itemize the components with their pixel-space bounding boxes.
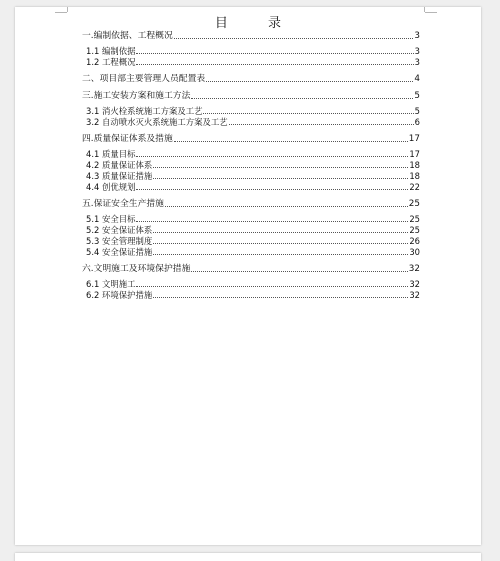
toc-dot-leader (153, 297, 408, 298)
toc-page-number: 4 (414, 74, 420, 84)
toc-entry-label: 五.保证安全生产措施 (82, 199, 164, 209)
toc-dot-leader (136, 221, 408, 222)
toc-page-number: 32 (408, 264, 420, 274)
toc-subsection-entry[interactable] (82, 290, 420, 301)
toc-section-entry[interactable] (82, 134, 420, 145)
toc-dot-leader (153, 243, 408, 244)
toc-entry-label: 3.1 消火栓系统施工方案及工艺 (86, 106, 203, 116)
toc-subsection-entry[interactable] (82, 46, 420, 57)
toc-dot-leader (136, 189, 408, 190)
toc-page-number: 32 (409, 290, 420, 300)
toc-page-number: 18 (409, 160, 420, 170)
next-document-page (15, 553, 481, 561)
table-of-contents (82, 31, 420, 301)
toc-subsection-entry[interactable] (82, 160, 420, 171)
toc-dot-leader (153, 178, 408, 179)
toc-page-number: 3 (414, 46, 420, 56)
toc-dot-leader (136, 64, 413, 65)
toc-entry-label: 二、项目部主要管理人员配置表 (82, 74, 206, 84)
toc-dot-leader (153, 254, 408, 255)
toc-dot-leader (153, 232, 408, 233)
toc-page-number: 32 (409, 279, 420, 289)
toc-dot-leader (206, 81, 413, 82)
document-page (15, 7, 481, 545)
toc-dot-leader (203, 113, 413, 114)
toc-entry-label: 5.2 安全保证体系 (86, 225, 153, 235)
toc-page-number: 18 (409, 171, 420, 181)
toc-dot-leader (136, 53, 413, 54)
toc-entry-label: 一.编制依据、工程概况 (82, 31, 173, 41)
toc-entry-label: 4.2 质量保证体系 (86, 160, 153, 170)
toc-subsection-entry[interactable] (82, 57, 420, 68)
toc-subsection-entry[interactable] (82, 247, 420, 258)
toc-entry-label: 5.3 安全管理制度 (86, 236, 153, 246)
toc-dot-leader (174, 141, 408, 142)
toc-dot-leader (136, 156, 408, 157)
toc-title: 目 录 (214, 16, 300, 31)
toc-page-number: 17 (409, 149, 420, 159)
toc-subsection-entry[interactable] (82, 236, 420, 247)
toc-dot-leader (153, 167, 408, 168)
toc-subsection-entry[interactable] (82, 117, 420, 128)
toc-dot-leader (174, 38, 414, 39)
toc-subsection-entry[interactable] (82, 171, 420, 182)
toc-page-number: 25 (408, 199, 420, 209)
toc-entry-label: 5.4 安全保证措施 (86, 247, 153, 257)
toc-entry-label: 3.2 自动喷水灭火系统施工方案及工艺 (86, 117, 228, 127)
toc-page-number: 25 (409, 225, 420, 235)
toc-subsection-entry[interactable] (82, 279, 420, 290)
toc-entry-label: 4.4 创优规划 (86, 182, 136, 192)
toc-page-number: 26 (409, 236, 420, 246)
toc-section-entry[interactable] (82, 31, 420, 42)
toc-page-number: 22 (409, 182, 420, 192)
toc-dot-leader (165, 206, 408, 207)
toc-entry-label: 6.2 环境保护措施 (86, 290, 153, 300)
toc-subsection-entry[interactable] (82, 214, 420, 225)
toc-subsection-entry[interactable] (82, 225, 420, 236)
toc-page-number: 5 (414, 106, 420, 116)
toc-entry-label: 6.1 文明施工 (86, 279, 136, 289)
toc-entry-label: 四.质量保证体系及措施 (82, 134, 173, 144)
toc-entry-label: 5.1 安全目标 (86, 214, 136, 224)
toc-entry-label: 4.1 质量目标 (86, 149, 136, 159)
toc-page-number: 6 (414, 117, 420, 127)
toc-section-entry[interactable] (82, 264, 420, 275)
toc-dot-leader (136, 286, 408, 287)
toc-page-number: 25 (409, 214, 420, 224)
toc-page-number: 5 (414, 91, 420, 101)
toc-entry-label: 六.文明施工及环境保护措施 (82, 264, 191, 274)
toc-section-entry[interactable] (82, 91, 420, 102)
toc-dot-leader (191, 271, 407, 272)
toc-section-entry[interactable] (82, 199, 420, 210)
toc-entry-label: 1.1 编制依据 (86, 46, 136, 56)
toc-dot-leader (191, 98, 413, 99)
toc-section-entry[interactable] (82, 74, 420, 85)
toc-subsection-entry[interactable] (82, 182, 420, 193)
toc-subsection-entry[interactable] (82, 106, 420, 117)
toc-entry-label: 1.2 工程概况 (86, 57, 136, 67)
toc-dot-leader (229, 124, 414, 125)
toc-subsection-entry[interactable] (82, 149, 420, 160)
toc-entry-label: 4.3 质量保证措施 (86, 171, 153, 181)
toc-entry-label: 三.施工安装方案和施工方法 (82, 91, 191, 101)
toc-page-number: 3 (414, 57, 420, 67)
toc-page-number: 3 (414, 31, 420, 41)
toc-page-number: 17 (408, 134, 420, 144)
toc-page-number: 30 (409, 247, 420, 257)
